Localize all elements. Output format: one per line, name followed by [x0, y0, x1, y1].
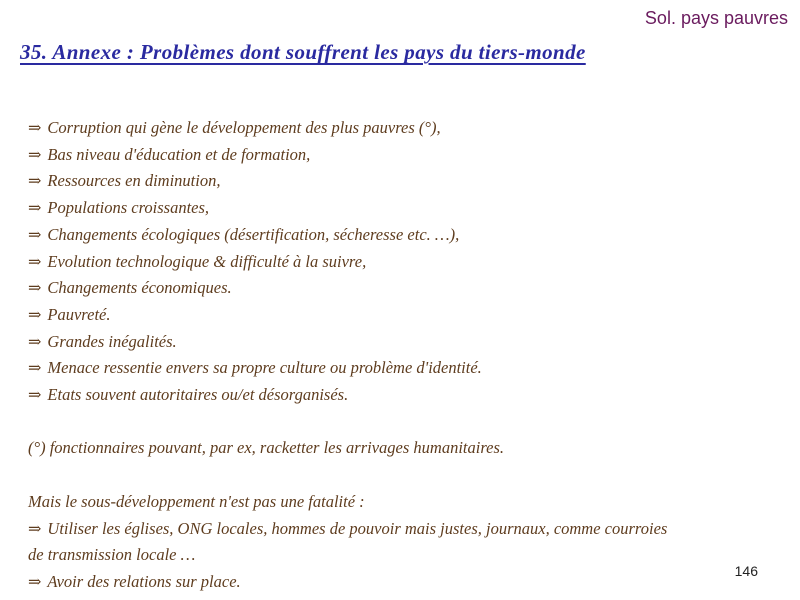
implies-arrow-icon: ⇒ — [28, 571, 42, 591]
implies-arrow-icon: ⇒ — [28, 118, 42, 137]
problem-item — [28, 382, 788, 409]
problem-item — [28, 115, 788, 142]
problem-text: Evolution technologique & difficulté à la suivre, — [47, 251, 367, 271]
footnote: (°) fonctionnaires pouvant, par ex, racketter les arrivages humanitaires. — [28, 438, 505, 458]
problem-text: Bas niveau d'éducation et de formation, — [47, 144, 311, 164]
implies-arrow-icon: ⇒ — [28, 144, 42, 164]
section-tag: Sol. pays pauvres — [644, 8, 788, 28]
implies-arrow-icon: ⇒ — [28, 385, 42, 405]
implies-arrow-icon: ⇒ — [28, 251, 42, 271]
problem-item — [28, 168, 788, 195]
solutions-intro: Mais le sous-développement n'est pas une fatalité : — [28, 491, 365, 511]
problem-text: Grandes inégalités. — [47, 331, 177, 351]
problem-item — [28, 142, 788, 169]
problem-text: Etats souvent autoritaires ou/et désorganisés. — [47, 385, 349, 405]
solution-text: Utiliser les églises, ONG locales, hommes de pouvoir mais justes, journaux, comme courroies — [47, 518, 668, 538]
implies-arrow-icon: ⇒ — [28, 278, 42, 298]
problem-item — [28, 222, 788, 249]
problem-text: Changements économiques. — [47, 278, 232, 298]
problem-text: Populations croissantes, — [47, 198, 210, 218]
problem-text: Menace ressentie envers sa propre culture ou problème d'identité. — [47, 358, 482, 378]
slide-body — [28, 115, 788, 596]
spacer — [28, 409, 788, 436]
solution-item — [28, 516, 788, 543]
implies-arrow-icon: ⇒ — [28, 304, 42, 324]
implies-arrow-icon: ⇒ — [28, 198, 42, 218]
implies-arrow-icon: ⇒ — [28, 171, 42, 191]
implies-arrow-icon: ⇒ — [28, 518, 42, 538]
problem-item — [28, 249, 788, 276]
problem-text: Ressources en diminution, — [47, 171, 221, 191]
implies-arrow-icon: ⇒ — [28, 358, 42, 378]
problem-item — [28, 275, 788, 302]
problem-item — [28, 355, 788, 382]
problem-item — [28, 329, 788, 356]
solution-item — [28, 569, 788, 596]
problem-item — [28, 302, 788, 329]
implies-arrow-icon: ⇒ — [28, 224, 42, 244]
spacer — [28, 462, 788, 489]
problem-text: Changements écologiques (désertification, sécheresse etc. …), — [47, 224, 460, 244]
problem-item — [28, 195, 788, 222]
solution-text: Avoir des relations sur place. — [47, 571, 241, 591]
slide-title: 35. Annexe : Problèmes dont souffrent les pays du tiers-monde — [20, 40, 586, 64]
implies-arrow-icon: ⇒ — [28, 331, 42, 351]
solution-item-continuation: de transmission locale … — [28, 545, 196, 565]
problem-text: Pauvreté. — [47, 304, 111, 324]
problem-text: Corruption qui gène le développement des plus pauvres (°), — [47, 118, 441, 137]
page-number: 146 — [734, 563, 758, 579]
